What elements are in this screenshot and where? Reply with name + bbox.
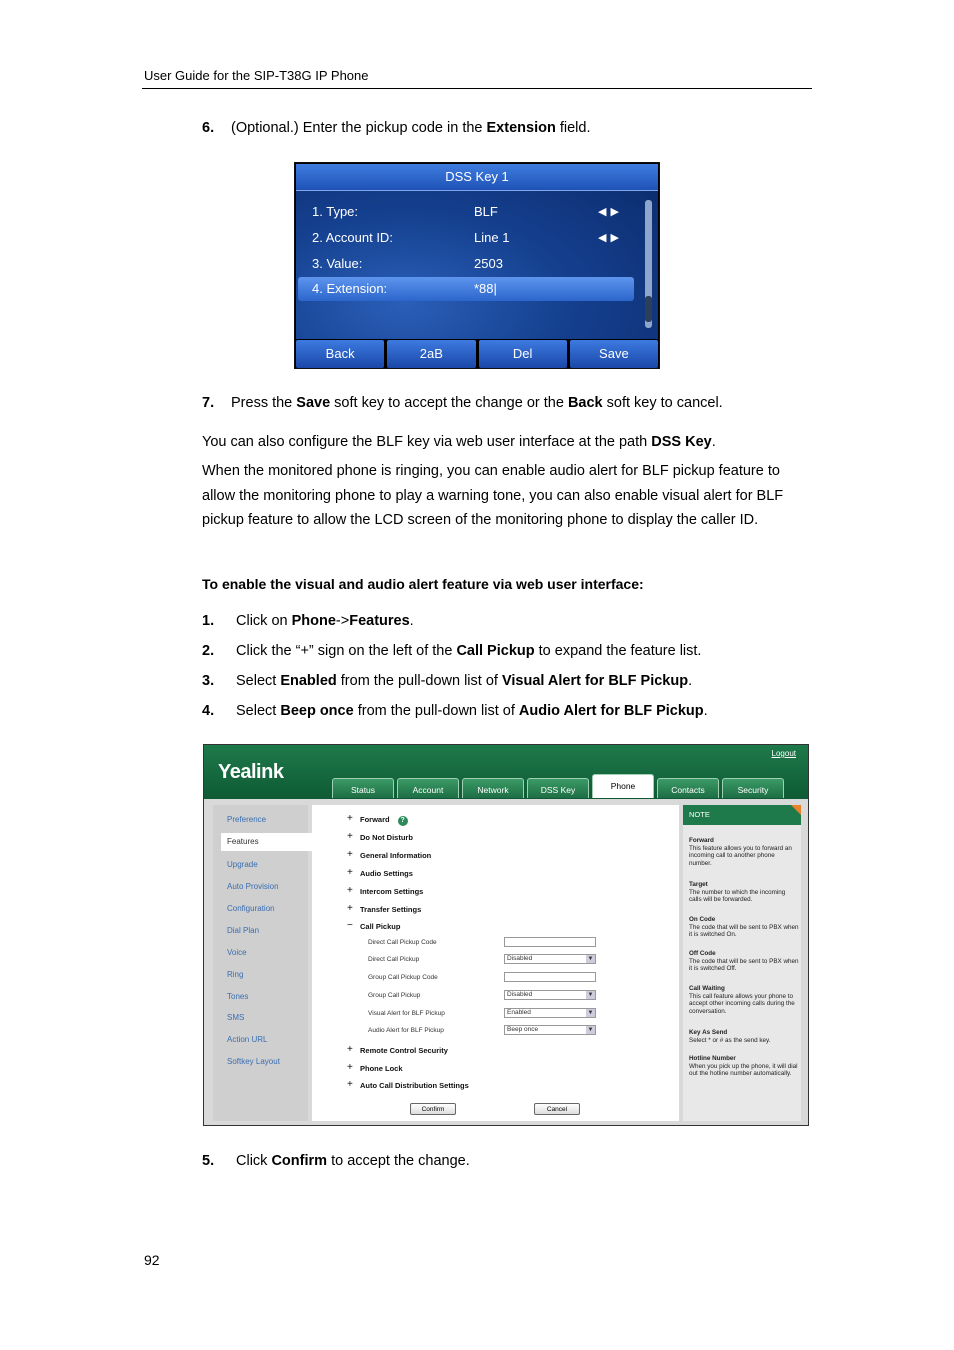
section-label: Audio Settings <box>360 869 413 878</box>
left-nav <box>213 805 308 1121</box>
step-text <box>231 120 590 136</box>
field-label: Audio Alert for BLF Pickup <box>368 1027 444 1034</box>
bold-term: Beep once <box>280 703 354 719</box>
section-label: Forward <box>360 815 390 824</box>
help-question-icon[interactable]: ? <box>398 816 408 826</box>
select-value: Disabled <box>507 991 533 998</box>
phone-row-value[interactable] <box>312 252 642 276</box>
text: Click <box>236 1153 272 1169</box>
audio-alert-blf-pickup-select[interactable] <box>504 1025 596 1035</box>
note-corner-icon <box>791 805 801 815</box>
paragraph-web-path <box>202 430 814 455</box>
row-label: 4. Extension: <box>312 281 388 296</box>
note-item <box>689 1055 799 1078</box>
step-number: 2. <box>202 643 215 659</box>
section-auto-call-distribution[interactable] <box>347 1079 469 1090</box>
field-label: Direct Call Pickup <box>368 956 420 963</box>
nav-features[interactable]: Features <box>221 833 313 851</box>
select-value: Beep once <box>507 1026 539 1033</box>
text: field. <box>555 120 591 136</box>
phone-lcd-screenshot <box>294 162 660 369</box>
tab-contacts[interactable]: Contacts <box>657 778 719 798</box>
text: . <box>688 673 693 689</box>
logout-link[interactable]: Logout <box>771 749 796 758</box>
field-label: Group Call Pickup Code <box>368 974 438 981</box>
section-label: Phone Lock <box>360 1064 403 1073</box>
section-phone-lock[interactable] <box>347 1062 403 1073</box>
select-value: Disabled <box>507 955 533 962</box>
nav-auto-provision[interactable]: Auto Provision <box>227 882 279 891</box>
bold-term: Confirm <box>271 1153 328 1169</box>
main-tabs <box>332 778 784 798</box>
nav-tones[interactable]: Tones <box>227 992 249 1001</box>
expand-plus-icon[interactable]: + <box>347 849 353 860</box>
phone-scrollbar[interactable] <box>645 200 652 328</box>
group-call-pickup-code-input[interactable] <box>504 972 596 982</box>
bold-term: Audio Alert for BLF Pickup <box>518 703 704 719</box>
tab-security[interactable]: Security <box>722 778 784 798</box>
section-label: Auto Call Distribution Settings <box>360 1081 469 1090</box>
row-label: 3. Value: <box>312 256 363 271</box>
left-right-arrows-icon[interactable]: ◀▶ <box>598 232 623 244</box>
chevron-down-icon[interactable]: ▼ <box>587 1010 594 1016</box>
expand-plus-icon[interactable]: + <box>347 1044 353 1055</box>
note-item <box>689 1029 799 1044</box>
text: Select <box>236 673 281 689</box>
note-item <box>689 950 799 973</box>
phone-row-account-id[interactable] <box>312 226 642 250</box>
step-number: 6. <box>202 120 215 136</box>
nav-configuration[interactable]: Configuration <box>227 904 275 913</box>
note-item-text: This call feature allows your phone to accept other incoming calls during the conversation. <box>689 992 795 1015</box>
row-value: 2503 <box>474 256 503 271</box>
text: . <box>703 703 708 719</box>
note-item <box>689 985 799 1015</box>
tab-phone[interactable]: Phone <box>592 774 654 798</box>
expand-plus-icon[interactable]: + <box>347 867 353 878</box>
phone-screen <box>296 164 658 339</box>
phone-title: DSS Key 1 <box>296 164 658 191</box>
scroll-thumb[interactable] <box>645 296 652 322</box>
bold-term: Call Pickup <box>456 643 535 659</box>
tab-account[interactable]: Account <box>397 778 459 798</box>
step-text <box>231 395 723 411</box>
direct-call-pickup-select[interactable] <box>504 954 596 964</box>
note-item-text: When you pick up the phone, it will dial out the hotline number automatically. <box>689 1062 798 1077</box>
features-content <box>312 805 679 1121</box>
step-text <box>236 673 692 689</box>
bold-term: Extension <box>486 120 556 136</box>
note-item-title: Call Waiting <box>689 985 725 992</box>
text: . <box>711 434 716 450</box>
nav-softkey-layout[interactable]: Softkey Layout <box>227 1057 280 1066</box>
paragraph-alert-description: When the monitored phone is ringing, you can enable audio alert for BLF pickup feature to allow the monitoring phone to play a warning tone, you can also enable visual alert for BLF pickup feature to allow the LCD screen of the monitoring phone to display the caller ID. <box>202 463 784 528</box>
step-number: 5. <box>202 1153 215 1169</box>
save-softkey[interactable]: Save <box>570 340 658 368</box>
section-label: General Information <box>360 851 432 860</box>
tab-dss-key[interactable]: DSS Key <box>527 778 589 798</box>
bold-term: Visual Alert for BLF Pickup <box>501 673 689 689</box>
row-label: 2. Account ID: <box>312 230 393 245</box>
chevron-down-icon[interactable]: ▼ <box>587 992 594 998</box>
input-mode-softkey[interactable]: 2aB <box>387 340 475 368</box>
text: Select <box>236 703 281 719</box>
web-body <box>204 799 808 1125</box>
step-number: 7. <box>202 395 215 411</box>
note-item-text: The code that will be sent to PBX when it is switched On. <box>689 923 799 938</box>
step-text <box>236 613 414 629</box>
note-item-title: Target <box>689 881 708 888</box>
expand-plus-icon[interactable]: + <box>347 831 353 842</box>
bold-term: Enabled <box>280 673 337 689</box>
section-label: Call Pickup <box>360 922 401 931</box>
note-item-title: Hotline Number <box>689 1055 736 1062</box>
section-transfer-settings[interactable] <box>347 903 422 914</box>
row-label: 1. Type: <box>312 204 359 219</box>
section-general-information[interactable] <box>347 849 432 860</box>
visual-alert-blf-pickup-select[interactable] <box>504 1008 596 1018</box>
note-item <box>689 881 799 904</box>
section-label: Transfer Settings <box>360 905 422 914</box>
note-item-text: The code that will be sent to PBX when it is switched Off. <box>689 957 799 972</box>
note-item-text: The number to which the incoming calls will be forwarded. <box>689 888 786 903</box>
row-value: Line 1 <box>474 230 510 245</box>
select-value: Enabled <box>507 1009 531 1016</box>
section-forward[interactable] <box>347 813 408 826</box>
confirm-button[interactable]: Confirm <box>410 1103 456 1115</box>
bold-term: Save <box>296 395 331 411</box>
section-label: Remote Control Security <box>360 1046 448 1055</box>
expand-plus-icon[interactable]: + <box>347 885 353 896</box>
expand-plus-icon[interactable]: + <box>347 813 353 824</box>
text: Click on <box>236 613 292 629</box>
section-call-pickup[interactable] <box>347 920 401 931</box>
chevron-down-icon[interactable]: ▼ <box>587 956 594 962</box>
bold-term: Phone <box>291 613 336 629</box>
step-number: 1. <box>202 613 215 629</box>
row-value[interactable]: *88| <box>474 281 497 296</box>
back-softkey[interactable]: Back <box>296 340 384 368</box>
direct-call-pickup-code-input[interactable] <box>504 937 596 947</box>
procedure-heading: To enable the visual and audio alert feature via web user interface: <box>202 576 644 592</box>
nav-dial-plan[interactable]: Dial Plan <box>227 926 260 935</box>
text: to accept the change. <box>327 1153 470 1169</box>
collapse-minus-icon[interactable]: − <box>347 920 353 931</box>
tab-network[interactable]: Network <box>462 778 524 798</box>
group-call-pickup-select[interactable] <box>504 990 596 1000</box>
yealink-logo: Yealink <box>218 761 284 783</box>
section-audio-settings[interactable] <box>347 867 413 878</box>
phone-row-type[interactable] <box>312 200 642 224</box>
running-header: User Guide for the SIP-T38G IP Phone <box>144 68 369 83</box>
text: to expand the feature list. <box>534 643 702 659</box>
chevron-down-icon[interactable]: ▼ <box>587 1027 594 1033</box>
field-label: Visual Alert for BLF Pickup <box>368 1010 445 1017</box>
text: from the pull-down list of <box>336 673 502 689</box>
left-right-arrows-icon[interactable]: ◀▶ <box>598 206 623 218</box>
nav-preference[interactable]: Preference <box>227 815 267 824</box>
section-intercom-settings[interactable] <box>347 885 424 896</box>
step-number: 3. <box>202 673 215 689</box>
bold-term: Back <box>567 395 603 411</box>
note-item-title: Off Code <box>689 950 716 957</box>
step-text <box>236 1153 470 1169</box>
text: You can also configure the BLF key via web user interface at the path <box>202 434 652 450</box>
text: soft key to cancel. <box>602 395 723 411</box>
tab-status[interactable]: Status <box>332 778 394 798</box>
step-text <box>236 643 701 659</box>
nav-action-url[interactable]: Action URL <box>227 1035 268 1044</box>
expand-plus-icon[interactable]: + <box>347 903 353 914</box>
web-ui-screenshot <box>203 744 809 1126</box>
text: (Optional.) Enter the pickup code in the <box>231 120 487 136</box>
text: from the pull-down list of <box>353 703 519 719</box>
expand-plus-icon[interactable]: + <box>347 1079 353 1090</box>
note-title: NOTE <box>683 805 801 825</box>
web-header <box>204 745 808 799</box>
note-item <box>689 916 799 939</box>
softkey-bar <box>296 340 658 368</box>
text: . <box>409 613 414 629</box>
phone-row-extension[interactable] <box>298 277 634 301</box>
nav-voice[interactable]: Voice <box>227 948 247 957</box>
note-item-text: This feature allows you to forward an incoming call to another phone number. <box>689 844 792 867</box>
text: soft key to accept the change or the <box>330 395 568 411</box>
field-label: Group Call Pickup <box>368 992 421 999</box>
header-rule <box>142 88 812 89</box>
nav-sms[interactable]: SMS <box>227 1013 245 1022</box>
note-item-title: Key As Send <box>689 1029 728 1036</box>
section-remote-control-security[interactable] <box>347 1044 448 1055</box>
text: -> <box>335 613 350 629</box>
bold-term: Features <box>349 613 410 629</box>
delete-softkey[interactable]: Del <box>479 340 567 368</box>
note-panel <box>683 805 801 1121</box>
text: Press the <box>231 395 297 411</box>
page-number: 92 <box>144 1252 160 1268</box>
field-label: Direct Call Pickup Code <box>368 939 437 946</box>
expand-plus-icon[interactable]: + <box>347 1062 353 1073</box>
note-item-text: Select * or # as the send key. <box>689 1036 771 1044</box>
row-value: BLF <box>474 204 498 219</box>
bold-term: DSS Key <box>651 434 712 450</box>
step-text <box>236 703 708 719</box>
nav-ring[interactable]: Ring <box>227 970 244 979</box>
step-number: 4. <box>202 703 215 719</box>
note-item-title: Forward <box>689 837 714 844</box>
nav-upgrade[interactable]: Upgrade <box>227 860 258 869</box>
section-label: Do Not Disturb <box>360 833 413 842</box>
note-item <box>689 837 799 867</box>
note-item-title: On Code <box>689 916 716 923</box>
section-do-not-disturb[interactable] <box>347 831 413 842</box>
cancel-button[interactable]: Cancel <box>534 1103 580 1115</box>
section-label: Intercom Settings <box>360 887 424 896</box>
text: Click the “+” sign on the left of the <box>236 643 457 659</box>
